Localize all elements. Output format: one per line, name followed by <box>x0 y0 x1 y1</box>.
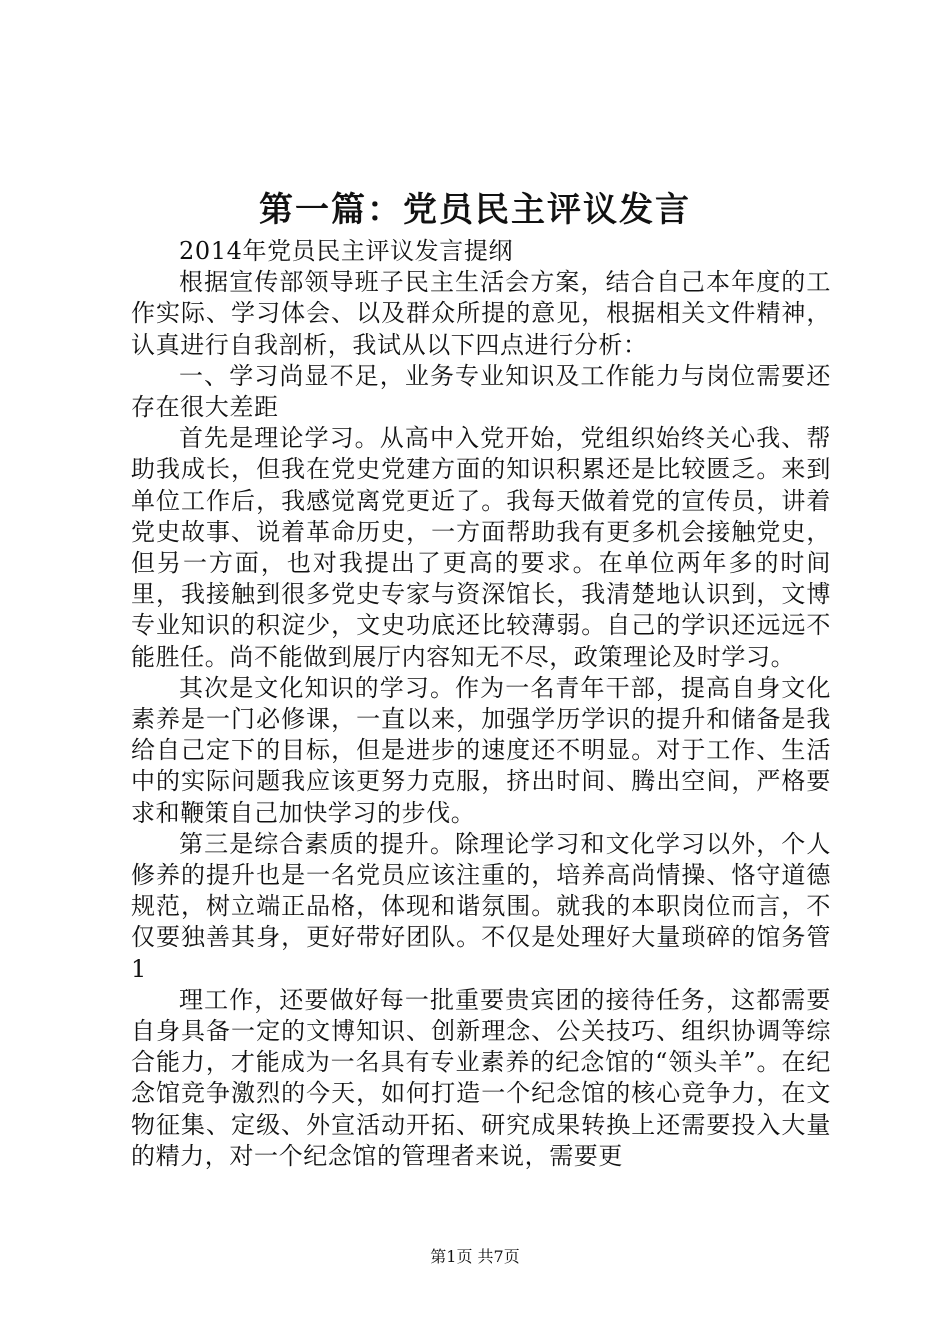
page-number-footer: 第1页 共7页 <box>430 1247 520 1266</box>
paragraph-outline-heading: 2014年党员民主评议发言提纲 <box>179 237 514 265</box>
paragraph-cultural-study: 其次是文化知识的学习。作为一名青年干部，提高自身文化素养是一门必修课，一直以来，加强学历学识的提升和储备是我给自己定下的目标，但是进步的速度还不明显。对于工作、生活中的实际问题我应该更努力克服，挤出时间、腾出空间，严格要求和鞭策自己加快学习的步伐。 <box>131 673 831 827</box>
paragraph-management-work: 理工作，还要做好每一批重要贵宾团的接待任务，这都需要自身具备一定的文博知识、创新理念、公关技巧、组织协调等综合能力，才能成为一名具有专业素养的纪念馆的“领头羊”。在纪念馆竞争激烈的今天，如何打造一个纪念馆的核心竞争力，在文物征集、定级、外宣活动开拓、研究成果转换上还需要投入大量的精力，对一个纪念馆的管理者来说，需要更 <box>131 985 831 1170</box>
document-title: 第一篇：党员民主评议发言 <box>259 190 691 230</box>
paragraph-theory-study: 首先是理论学习。从高中入党开始，党组织始终关心我、帮助我成长，但我在党史党建方面的知识积累还是比较匮乏。来到单位工作后，我感觉离党更近了。我每天做着党的宣传员，讲着党史故事、说着革命历史，一方面帮助我有更多机会接触党史，但另一方面，也对我提出了更高的要求。在单位两年多的时间里，我接触到很多党史专家与资深馆长，我清楚地认识到，文博专业知识的积淀少，文史功底还比较薄弱。自己的学识还远远不能胜任。尚不能做到展厅内容知无不尽，政策理论及时学习。 <box>131 424 831 671</box>
document-body <box>131 236 831 1172</box>
paragraph-section-heading: 一、学习尚显不足，业务专业知识及工作能力与岗位需要还存在很大差距 <box>131 361 831 422</box>
paragraph-intro: 根据宣传部领导班子民主生活会方案，结合自己本年度的工作实际、学习体会、以及群众所提的意见，根据相关文件精神，认真进行自我剖析，我试从以下四点进行分析： <box>131 268 831 359</box>
paragraph-overall-quality: 第三是综合素质的提升。除理论学习和文化学习以外，个人修养的提升也是一名党员应该注重的，培养高尚情操、恪守道德规范，树立端正品格，体现和谐氛围。就我的本职岗位而言，不仅要独善其身，更好带好团队。不仅是处理好大量琐碎的馆务管1 <box>131 829 831 983</box>
